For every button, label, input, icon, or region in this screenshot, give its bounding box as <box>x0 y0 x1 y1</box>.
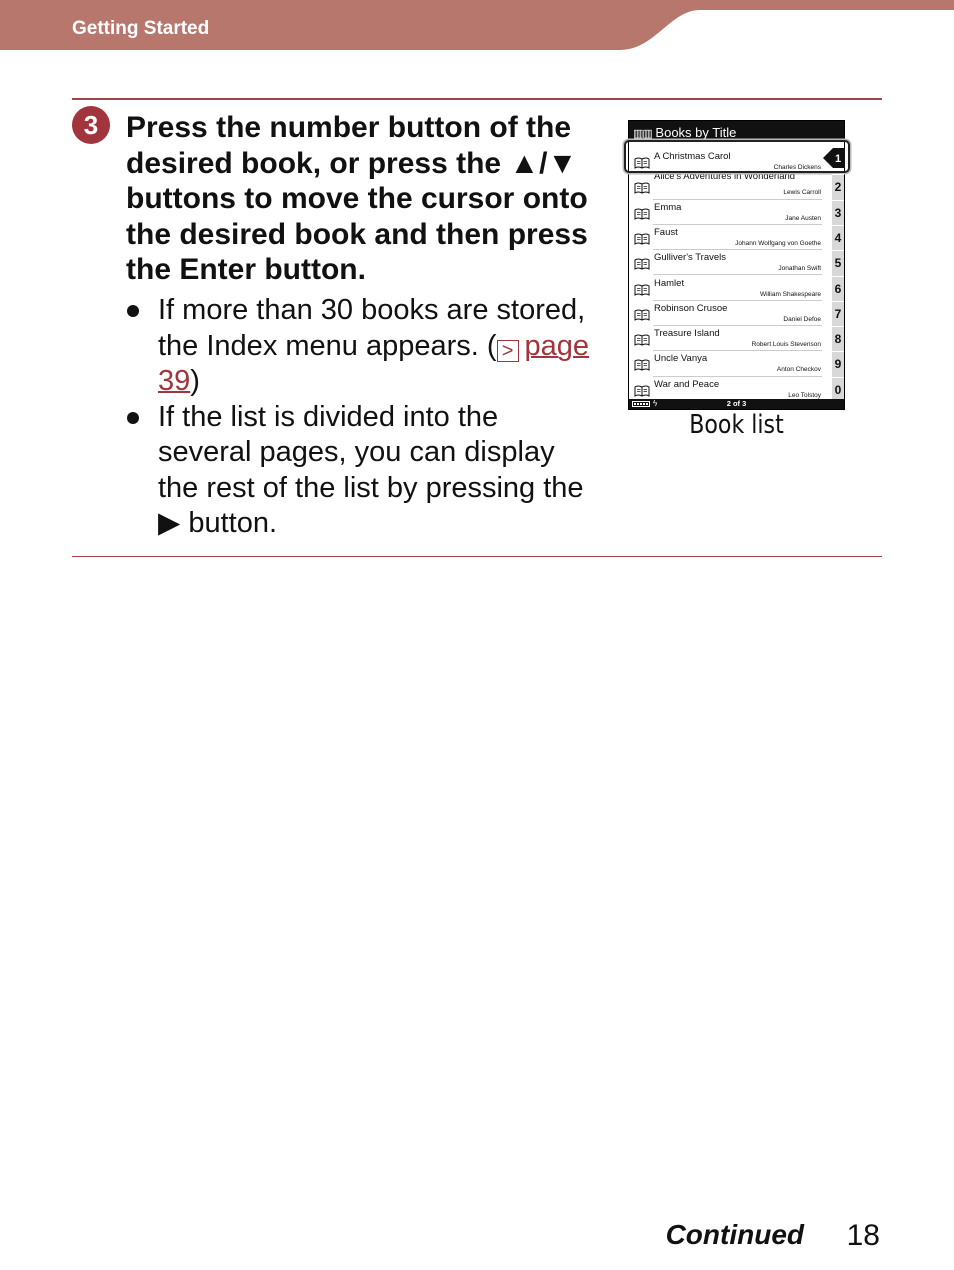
index-number[interactable]: 2 <box>832 174 844 199</box>
notes-list <box>126 293 596 542</box>
book-author: William Shakespeare <box>759 290 821 298</box>
book-author: Leo Tolstoy <box>788 391 821 399</box>
book-title: Faust <box>654 226 678 238</box>
book-list-item[interactable] <box>629 276 832 301</box>
index-number[interactable]: 7 <box>832 301 844 326</box>
charging-icon: ϟ <box>653 399 658 408</box>
page-39-link[interactable]: page 39 <box>158 329 590 397</box>
book-title: Emma <box>654 201 682 213</box>
screen-title: Books by Title <box>655 125 737 139</box>
book-icon <box>634 334 650 346</box>
book-list-item[interactable] <box>629 200 832 225</box>
book-list-item[interactable] <box>629 351 832 376</box>
book-list-item[interactable] <box>629 301 832 326</box>
book-icon <box>634 233 650 245</box>
book-title: War and Peace <box>654 378 720 390</box>
book-author: Johann Wolfgang von Goethe <box>735 239 821 247</box>
top-divider <box>72 98 882 100</box>
library-icon: ▥▥ <box>633 128 652 139</box>
book-author: Daniel Defoe <box>783 315 821 323</box>
section-title: Getting Started <box>72 18 210 39</box>
book-author: Jonathan Swift <box>778 265 821 273</box>
book-title: Uncle Vanya <box>654 353 708 365</box>
book-title: Alice's Adventures in Wonderland <box>654 171 796 183</box>
screen-status-bar <box>629 399 844 409</box>
book-author: Charles Dickens <box>773 164 821 171</box>
book-title: Hamlet <box>654 277 685 289</box>
index-number[interactable]: 9 <box>832 351 844 376</box>
figure-caption: Book list <box>689 410 784 440</box>
index-number[interactable]: 3 <box>832 200 844 225</box>
book-list-item[interactable] <box>629 250 832 275</box>
book-icon <box>634 385 650 397</box>
bullet-dot <box>127 412 139 424</box>
book-icon <box>634 182 650 194</box>
page-number: 18 <box>846 1219 880 1252</box>
note-text-end: ) <box>190 365 200 397</box>
note-index-menu <box>126 293 596 400</box>
book-author: Robert Louis Stevenson <box>751 341 821 349</box>
header-band <box>0 0 954 50</box>
step-instruction: Press the number button of the desired book, or press the ▲/▼ buttons to move the cursor onto the desired book and then press the Enter button. <box>126 111 588 286</box>
note-text: If the list is divided into the several pages, you can display the rest of the list by pressing the ▶ button. <box>158 400 584 539</box>
selected-index-marker <box>822 147 846 169</box>
book-list-item[interactable] <box>629 326 832 351</box>
index-number[interactable]: 5 <box>832 250 844 275</box>
cross-reference-icon[interactable]: > <box>497 340 519 362</box>
note-multiple-pages <box>126 400 596 542</box>
index-number[interactable]: 8 <box>832 326 844 351</box>
book-icon <box>634 258 650 270</box>
book-icon <box>634 208 650 220</box>
book-author: Lewis Carroll <box>783 189 821 197</box>
selected-index-label: 1 <box>834 153 842 165</box>
book-list-item[interactable] <box>629 225 832 250</box>
page-indicator: 2 of 3 <box>726 399 747 408</box>
book-list-screen <box>628 120 845 410</box>
book-title: Gulliver's Travels <box>654 252 727 264</box>
book-author: Anton Checkov <box>776 366 821 374</box>
step-number-badge: 3 <box>72 106 110 144</box>
book-list-item[interactable] <box>629 171 832 199</box>
book-title: Treasure Island <box>654 328 720 340</box>
continued-label: Continued <box>665 1219 804 1250</box>
selection-cursor <box>624 140 850 173</box>
book-icon <box>634 309 650 321</box>
book-author: Jane Austen <box>785 214 821 222</box>
note-text: If more than 30 books are stored, the Index menu appears. ( <box>158 294 586 362</box>
bullet-dot <box>127 305 139 317</box>
screen-title-bar <box>629 121 844 139</box>
bottom-divider <box>72 556 882 557</box>
book-title: Robinson Crusoe <box>654 302 728 314</box>
book-icon <box>634 359 650 371</box>
index-number[interactable]: 6 <box>832 276 844 301</box>
book-title: A Christmas Carol <box>654 151 731 162</box>
index-number[interactable]: 4 <box>832 225 844 250</box>
index-number[interactable]: 0 <box>832 377 844 402</box>
book-icon <box>634 284 650 296</box>
